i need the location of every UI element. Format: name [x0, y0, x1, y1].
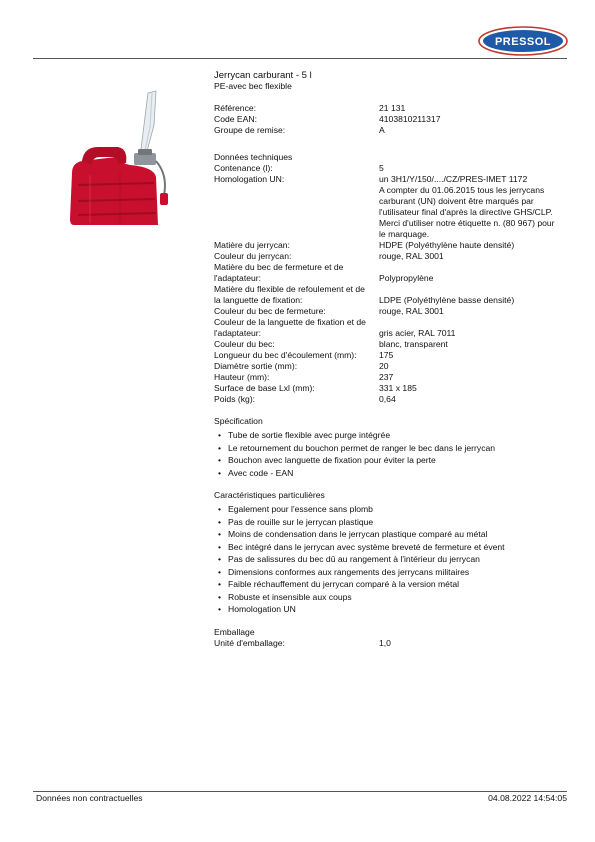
tech-value: 0,64: [379, 394, 396, 404]
list-item: • Bouchon avec languette de fixation pour éviter la perte: [214, 454, 574, 467]
identifier-label: Groupe de remise:: [214, 125, 286, 135]
homologation-note-line: carburant (UN) doivent être marqués par: [379, 196, 534, 206]
specification-heading: Spécification: [214, 416, 263, 426]
features-heading: Caractéristiques particulières: [214, 490, 325, 500]
list-item: • Tube de sortie flexible avec purge intégrée: [214, 429, 574, 442]
tech-label: Matière du bec de fermeture et de: [214, 262, 344, 272]
identifiers-block: [214, 103, 574, 136]
packaging-heading: Emballage: [214, 626, 255, 637]
tech-value: 20: [379, 361, 389, 371]
tech-label: Contenance (l):: [214, 163, 273, 173]
identifier-value: A: [379, 125, 385, 135]
tech-row: [214, 273, 574, 284]
tech-value: 331 x 185: [379, 383, 417, 393]
tech-row: [214, 240, 574, 251]
tech-label: Couleur de la languette de fixation et de: [214, 317, 366, 327]
homologation-value: un 3H1/Y/150/..../CZ/PRES-IMET 1172: [379, 174, 528, 184]
identifier-label: Référence:: [214, 103, 257, 113]
packaging-label: Unité d'emballage:: [214, 637, 285, 648]
packaging-value: 1,0: [379, 637, 391, 648]
tech-row: [214, 394, 574, 405]
tech-label: l'adaptateur:: [214, 328, 262, 338]
tech-value: rouge, RAL 3001: [379, 251, 444, 261]
tech-label: Longueur du bec d'écoulement (mm):: [214, 350, 357, 360]
tech-row: [214, 251, 574, 262]
tech-value: LDPE (Polyéthylène basse densité): [379, 295, 515, 305]
header-rule: [33, 58, 567, 59]
homologation-note-line: Merci d'utiliser notre étiquette n. (80 967) pour: [379, 218, 555, 228]
tech-value: rouge, RAL 3001: [379, 306, 444, 316]
identifier-row: [214, 114, 574, 125]
logo-text: PRESSOL: [494, 36, 552, 48]
list-item: • Homologation UN: [214, 603, 574, 616]
footer-disclaimer: Données non contractuelles: [36, 793, 143, 803]
packaging-row: [214, 638, 574, 649]
tech-value: 175: [379, 350, 394, 360]
features-list: [214, 503, 574, 616]
list-item: • Dimensions conformes aux rangements des jerrycans militaires: [214, 566, 574, 579]
tech-value: [379, 174, 574, 240]
tech-row: [214, 372, 574, 383]
tech-heading: Données techniques: [214, 152, 293, 162]
tech-label: Matière du flexible de refoulement et de: [214, 284, 365, 294]
homologation-note-line: le marquage.: [379, 229, 430, 239]
tech-value: blanc, transparent: [379, 339, 448, 349]
list-item: • Pas de salissures du bec dû au rangement à l'intérieur du jerrycan: [214, 553, 574, 566]
identifier-value: 4103810211317: [379, 114, 441, 124]
footer-timestamp: 04.08.2022 14:54:05: [488, 793, 567, 803]
identifier-value: 21 131: [379, 103, 406, 113]
list-item: • Faible réchauffement du jerrycan comparé à la version métal: [214, 578, 574, 591]
list-item: • Robuste et insensible aux coups: [214, 591, 574, 604]
tech-row: [214, 383, 574, 394]
tech-label: Surface de base Lxl (mm):: [214, 383, 315, 393]
tech-label: Poids (kg):: [214, 394, 256, 404]
identifier-row: [214, 103, 574, 114]
datasheet-content: [214, 70, 574, 649]
tech-row: [214, 174, 574, 240]
tech-row: [214, 163, 574, 174]
list-item: • Bec intégré dans le jerrycan avec système breveté de fermeture et évent: [214, 541, 574, 554]
tech-value: 5: [379, 163, 384, 173]
tech-label: Homologation UN:: [214, 174, 285, 184]
homologation-note-line: l'utilisateur final d'après la directive GHS/CLP.: [379, 207, 553, 217]
tech-row: [214, 295, 574, 306]
tech-label: Couleur du bec:: [214, 339, 275, 349]
list-item: • Avec code - EAN: [214, 467, 574, 480]
tech-row: [214, 361, 574, 372]
identifier-row: [214, 125, 574, 136]
footer-rule: [33, 791, 567, 792]
specification-list: [214, 429, 574, 479]
tech-label: Couleur du jerrycan:: [214, 251, 292, 261]
list-item: • Le retournement du bouchon permet de ranger le bec dans le jerrycan: [214, 442, 574, 455]
tech-value: 237: [379, 372, 394, 382]
tech-label: Diamètre sortie (mm):: [214, 361, 298, 371]
tech-value: gris acier, RAL 7011: [379, 328, 456, 338]
tech-label: la languette de fixation:: [214, 295, 303, 305]
product-subtitle: PE-avec bec flexible: [214, 81, 292, 91]
product-image: [60, 85, 185, 225]
product-title: Jerrycan carburant - 5 l: [214, 70, 312, 81]
tech-row: [214, 339, 574, 350]
tech-label: Couleur du bec de fermeture:: [214, 306, 326, 316]
tech-row: [214, 328, 574, 339]
tech-row: [214, 350, 574, 361]
tech-value: HDPE (Polyéthylène haute densité): [379, 240, 515, 250]
homologation-note-line: A compter du 01.06.2015 tous les jerrycans: [379, 185, 545, 195]
tech-label: l'adaptateur:: [214, 273, 262, 283]
tech-label: Matière du jerrycan:: [214, 240, 290, 250]
pressol-logo: [478, 26, 568, 56]
tech-value: Polypropylène: [379, 273, 434, 283]
tech-row: [214, 306, 574, 317]
identifier-label: Code EAN:: [214, 114, 257, 124]
list-item: • Moins de condensation dans le jerrycan plastique comparé au métal: [214, 528, 574, 541]
tech-label: Hauteur (mm):: [214, 372, 270, 382]
list-item: • Pas de rouille sur le jerrycan plastique: [214, 516, 574, 529]
list-item: • Egalement pour l'essence sans plomb: [214, 503, 574, 516]
